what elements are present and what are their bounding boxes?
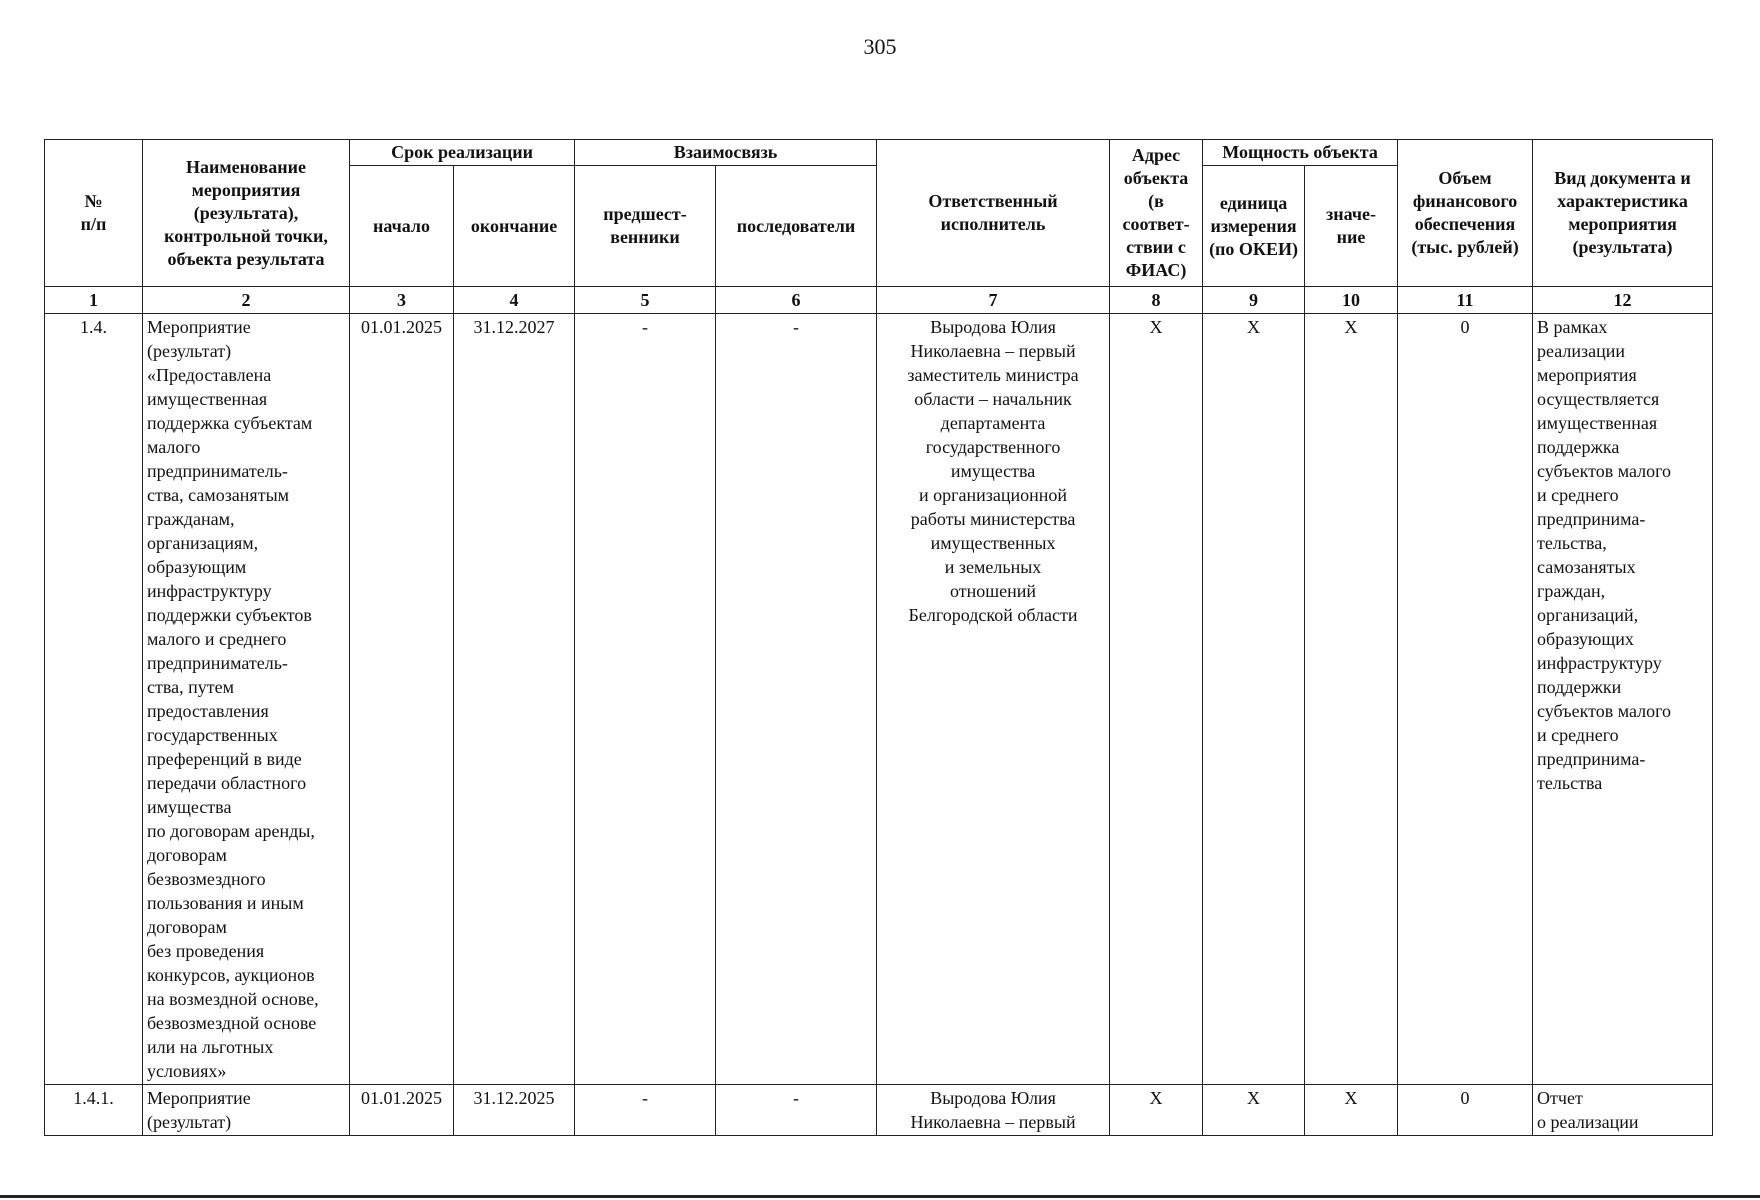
header-term-end: окончание [454,166,575,287]
row-start: 01.01.2025 [350,314,454,1085]
row-num: 1.4.1. [45,1085,143,1136]
header-capacity: Мощность объекта [1203,140,1398,166]
column-number: 5 [575,287,716,314]
page-number: 305 [863,34,897,59]
column-number: 11 [1398,287,1533,314]
row-unit: X [1203,1085,1305,1136]
header-link: Взаимосвязь [575,140,877,166]
row-end: 31.12.2025 [454,1085,575,1136]
header-responsible: Ответственный исполнитель [877,140,1110,287]
header-term: Срок реализации [350,140,575,166]
header-name: Наименование мероприятия (результата), контрольной точки, объекта результата [143,140,350,287]
header-finance: Объем финансового обеспечения (тыс. рублей) [1398,140,1533,287]
row-end: 31.12.2027 [454,314,575,1085]
row-responsible: Выродова Юлия Николаевна – первый [877,1085,1110,1136]
measures-table [44,139,1713,1136]
row-pred: - [575,314,716,1085]
row-doc: В рамках реализации мероприятия осуществляется имущественная поддержка субъектов малого и среднего предпринима- тельства, самозанятых граждан, организаций, образующих инфраструктуру поддержки субъектов малого и среднего предпринима- тельства [1533,314,1713,1085]
column-number: 9 [1203,287,1305,314]
row-start: 01.01.2025 [350,1085,454,1136]
row-name: Мероприятие (результат) [143,1085,350,1136]
table-row [45,1085,1713,1136]
header-capacity-unit: единица измерения (по ОКЕИ) [1203,166,1305,287]
column-number: 4 [454,287,575,314]
row-value: X [1305,1085,1398,1136]
column-number: 3 [350,287,454,314]
row-unit: X [1203,314,1305,1085]
row-responsible: Выродова Юлия Николаевна – первый заместитель министра области – начальник департамента государственного имущества и организационной работы министерства имущественных и земельных отношений Белгородской области [877,314,1110,1085]
row-succ: - [716,314,877,1085]
row-doc: Отчет о реализации [1533,1085,1713,1136]
column-number: 10 [1305,287,1398,314]
row-finance: 0 [1398,314,1533,1085]
row-address: X [1110,1085,1203,1136]
header-doc: Вид документа и характеристика мероприятия (результата) [1533,140,1713,287]
row-address: X [1110,314,1203,1085]
row-succ: - [716,1085,877,1136]
row-num: 1.4. [45,314,143,1085]
row-value: X [1305,314,1398,1085]
row-name: Мероприятие (результат) «Предоставлена имущественная поддержка субъектам малого предприниматель- ства, самозанятым гражданам, организациям, образующим инфраструктуру поддержки субъектов малого и среднего предприниматель- ства, путем предоставления государственных преференций в виде передачи областного имущества по договорам аренды, договорам безвозмездного пользования и иным договорам без проведения конкурсов, аукционов на возмездной основе, безвозмездной основе или на льготных условиях» [143,314,350,1085]
header-capacity-value: значе- ние [1305,166,1398,287]
page-bottom-rule [0,1195,1760,1198]
column-number: 8 [1110,287,1203,314]
table-row [45,314,1713,1085]
header-row-1 [45,140,1713,166]
header-term-start: начало [350,166,454,287]
column-number: 7 [877,287,1110,314]
column-number-row [45,287,1713,314]
header-address: Адрес объекта (в соответ-ствии с ФИАС) [1110,140,1203,287]
column-number: 2 [143,287,350,314]
column-number: 6 [716,287,877,314]
row-finance: 0 [1398,1085,1533,1136]
header-link-succ: последователи [716,166,877,287]
header-num: № п/п [45,140,143,287]
row-pred: - [575,1085,716,1136]
column-number: 1 [45,287,143,314]
header-link-pred: предшест- венники [575,166,716,287]
column-number: 12 [1533,287,1713,314]
